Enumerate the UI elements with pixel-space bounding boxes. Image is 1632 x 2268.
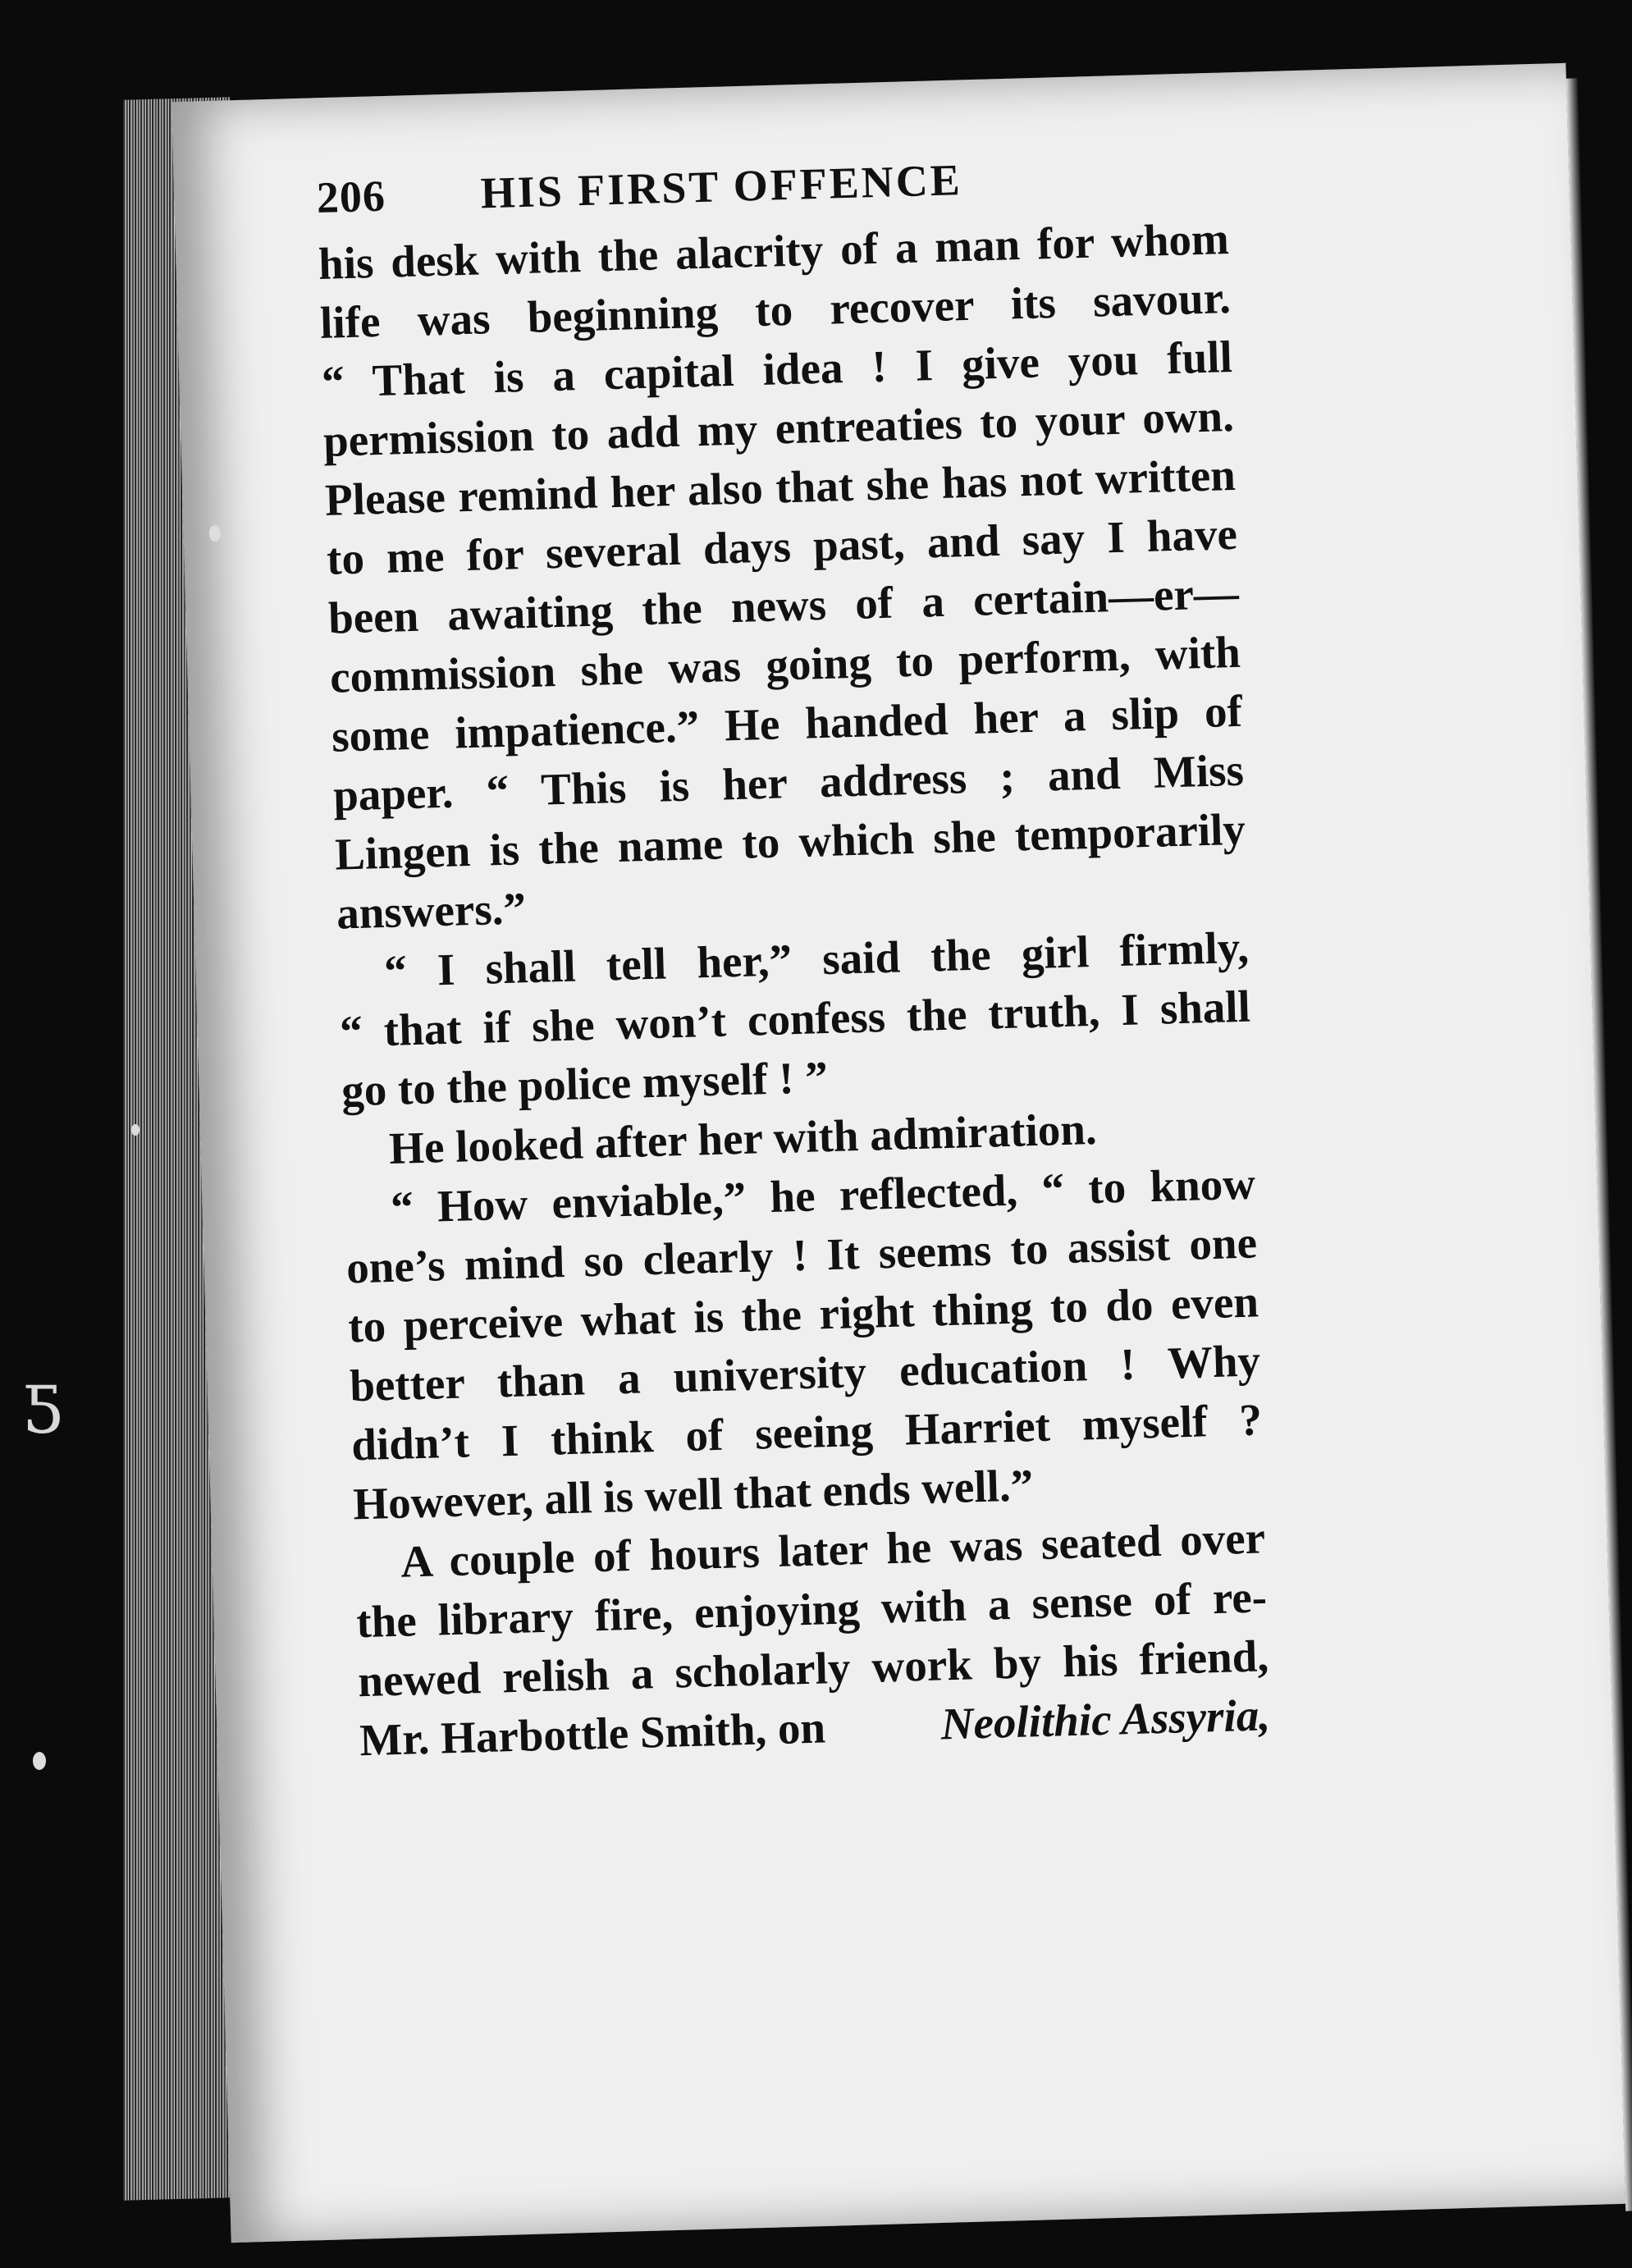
margin-mark: ƽ xyxy=(25,1358,62,1434)
text-line: the library fire, enjoying with a sense of re- xyxy=(355,1571,1268,1648)
text-line: Lingen is the name to which she temporarily xyxy=(334,803,1246,880)
margin-speck xyxy=(131,1124,139,1136)
text-line: He looked after her with admiration. xyxy=(388,1103,1098,1173)
running-head-title: HIS FIRST OFFENCE xyxy=(479,155,963,218)
page-number: 206 xyxy=(316,171,386,222)
text-line: Please remind her also that she has not written xyxy=(324,449,1237,525)
text-line: A couple of hours later he was seated over xyxy=(400,1512,1266,1587)
text-line: permission to add my entreaties to your own. xyxy=(322,390,1235,466)
text-line: paper. “ This is her address ; and Miss xyxy=(332,744,1245,821)
text-line: one’s mind so clearly ! It seems to assist one xyxy=(345,1217,1258,1293)
book-title-italic: Neolithic Assyria, xyxy=(939,1690,1271,1749)
text-line: life was beginning to recover its savour. xyxy=(319,272,1232,348)
margin-speck xyxy=(33,1752,46,1770)
text-line: go to the police myself ! ” xyxy=(341,1052,829,1116)
text-line: newed relish a scholarly work by his friend, xyxy=(357,1630,1269,1707)
text-line: better than a university education ! Why xyxy=(349,1335,1261,1411)
text-line-final-roman: Mr. Harbottle Smith, on xyxy=(359,1702,826,1766)
text-line: some impatience.” He handed her a slip of xyxy=(331,685,1243,761)
text-line: answers.” xyxy=(336,883,527,939)
text-line: didn’t I think of seeing Harriet myself ? xyxy=(350,1394,1263,1470)
text-line: “ I shall tell her,” said the girl firmly, xyxy=(383,921,1250,997)
text-line: “ that if she won’t confess the truth, I shall xyxy=(339,981,1251,1057)
text-line: his desk with the alacrity of a man for whom xyxy=(318,213,1230,289)
margin-speck xyxy=(209,525,221,542)
text-line: “ How enviable,” he reflected, “ to know xyxy=(390,1158,1256,1232)
text-line: “ That is a capital idea ! I give you full xyxy=(321,331,1233,407)
text-line: commission she was going to perform, with xyxy=(329,626,1241,702)
text-line: been awaiting the news of a certain—er— xyxy=(327,567,1240,643)
text-line: to me for several days past, and say I have xyxy=(326,508,1238,584)
page-text xyxy=(316,147,1271,1770)
text-line: However, all is well that ends well.” xyxy=(352,1460,1034,1530)
text-line: to perceive what is the right thing to do even xyxy=(347,1276,1259,1352)
